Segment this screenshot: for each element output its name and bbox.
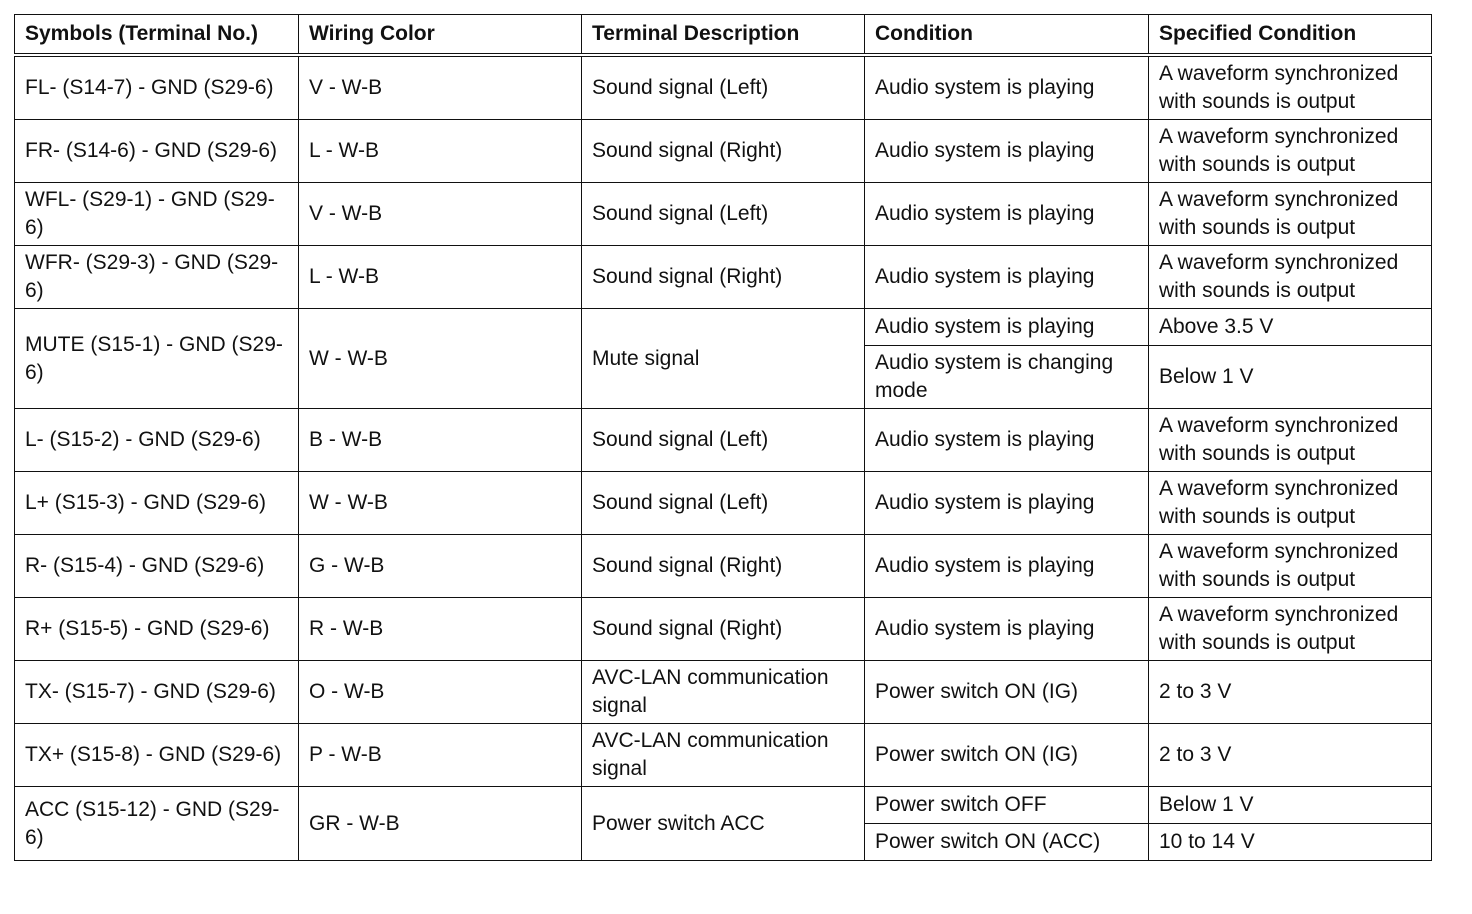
cell-terminal-description: Mute signal [582, 309, 865, 409]
cell-specified-condition: A waveform synchronized with sounds is output [1149, 472, 1432, 535]
cell-condition: Audio system is playing [865, 55, 1149, 120]
cell-specified-condition: 10 to 14 V [1149, 824, 1432, 861]
cell-specified-condition: A waveform synchronized with sounds is output [1149, 246, 1432, 309]
cell-specified-condition: A waveform synchronized with sounds is output [1149, 120, 1432, 183]
header-condition: Condition [865, 15, 1149, 56]
cell-symbol: MUTE (S15-1) - GND (S29-6) [15, 309, 299, 409]
cell-specified-condition: A waveform synchronized with sounds is output [1149, 55, 1432, 120]
cell-condition: Audio system is playing [865, 598, 1149, 661]
cell-symbol: TX- (S15-7) - GND (S29-6) [15, 661, 299, 724]
cell-wiring-color: R - W-B [299, 598, 582, 661]
cell-wiring-color: L - W-B [299, 246, 582, 309]
terminal-spec-table [14, 14, 1432, 861]
cell-specified-condition: Above 3.5 V [1149, 309, 1432, 346]
table-row [15, 724, 1432, 787]
table-row [15, 409, 1432, 472]
cell-condition: Audio system is playing [865, 409, 1149, 472]
cell-wiring-color: O - W-B [299, 661, 582, 724]
cell-wiring-color: W - W-B [299, 309, 582, 409]
cell-symbol: WFL- (S29-1) - GND (S29-6) [15, 183, 299, 246]
cell-symbol: R+ (S15-5) - GND (S29-6) [15, 598, 299, 661]
cell-condition: Power switch ON (ACC) [865, 824, 1149, 861]
table-row [15, 472, 1432, 535]
cell-condition: Audio system is playing [865, 246, 1149, 309]
cell-specified-condition: 2 to 3 V [1149, 724, 1432, 787]
cell-terminal-description: Sound signal (Right) [582, 598, 865, 661]
table-row [15, 309, 1432, 346]
table-row [15, 246, 1432, 309]
table-header [15, 15, 1432, 56]
cell-symbol: ACC (S15-12) - GND (S29-6) [15, 787, 299, 861]
header-symbols: Symbols (Terminal No.) [15, 15, 299, 56]
cell-symbol: R- (S15-4) - GND (S29-6) [15, 535, 299, 598]
cell-wiring-color: B - W-B [299, 409, 582, 472]
cell-terminal-description: Sound signal (Right) [582, 246, 865, 309]
cell-terminal-description: Sound signal (Left) [582, 55, 865, 120]
cell-condition: Audio system is playing [865, 472, 1149, 535]
cell-specified-condition: A waveform synchronized with sounds is output [1149, 598, 1432, 661]
cell-symbol: FR- (S14-6) - GND (S29-6) [15, 120, 299, 183]
table-row [15, 55, 1432, 120]
cell-condition: Power switch ON (IG) [865, 661, 1149, 724]
header-row [15, 15, 1432, 56]
cell-wiring-color: P - W-B [299, 724, 582, 787]
cell-terminal-description: Sound signal (Right) [582, 120, 865, 183]
cell-symbol: FL- (S14-7) - GND (S29-6) [15, 55, 299, 120]
cell-condition: Audio system is playing [865, 309, 1149, 346]
cell-condition: Audio system is changing mode [865, 346, 1149, 409]
cell-terminal-description: Sound signal (Right) [582, 535, 865, 598]
cell-symbol: TX+ (S15-8) - GND (S29-6) [15, 724, 299, 787]
table-body [15, 55, 1432, 861]
cell-terminal-description: AVC-LAN communication signal [582, 724, 865, 787]
cell-condition: Audio system is playing [865, 535, 1149, 598]
table-row [15, 598, 1432, 661]
cell-wiring-color: V - W-B [299, 55, 582, 120]
cell-terminal-description: Sound signal (Left) [582, 409, 865, 472]
cell-specified-condition: A waveform synchronized with sounds is output [1149, 409, 1432, 472]
cell-terminal-description: Sound signal (Left) [582, 183, 865, 246]
cell-terminal-description: Sound signal (Left) [582, 472, 865, 535]
cell-terminal-description: Power switch ACC [582, 787, 865, 861]
cell-specified-condition: Below 1 V [1149, 787, 1432, 824]
cell-specified-condition: A waveform synchronized with sounds is output [1149, 183, 1432, 246]
cell-condition: Audio system is playing [865, 120, 1149, 183]
table-row [15, 183, 1432, 246]
table-row [15, 787, 1432, 824]
header-terminal-description: Terminal Description [582, 15, 865, 56]
table-row [15, 120, 1432, 183]
cell-wiring-color: G - W-B [299, 535, 582, 598]
cell-condition: Power switch OFF [865, 787, 1149, 824]
cell-specified-condition: A waveform synchronized with sounds is output [1149, 535, 1432, 598]
header-specified-condition: Specified Condition [1149, 15, 1432, 56]
cell-symbol: WFR- (S29-3) - GND (S29-6) [15, 246, 299, 309]
cell-symbol: L- (S15-2) - GND (S29-6) [15, 409, 299, 472]
table-row [15, 535, 1432, 598]
cell-condition: Power switch ON (IG) [865, 724, 1149, 787]
cell-specified-condition: 2 to 3 V [1149, 661, 1432, 724]
cell-wiring-color: L - W-B [299, 120, 582, 183]
header-wiring-color: Wiring Color [299, 15, 582, 56]
cell-wiring-color: W - W-B [299, 472, 582, 535]
cell-terminal-description: AVC-LAN communication signal [582, 661, 865, 724]
table-row [15, 661, 1432, 724]
cell-condition: Audio system is playing [865, 183, 1149, 246]
cell-symbol: L+ (S15-3) - GND (S29-6) [15, 472, 299, 535]
cell-wiring-color: GR - W-B [299, 787, 582, 861]
cell-specified-condition: Below 1 V [1149, 346, 1432, 409]
cell-wiring-color: V - W-B [299, 183, 582, 246]
